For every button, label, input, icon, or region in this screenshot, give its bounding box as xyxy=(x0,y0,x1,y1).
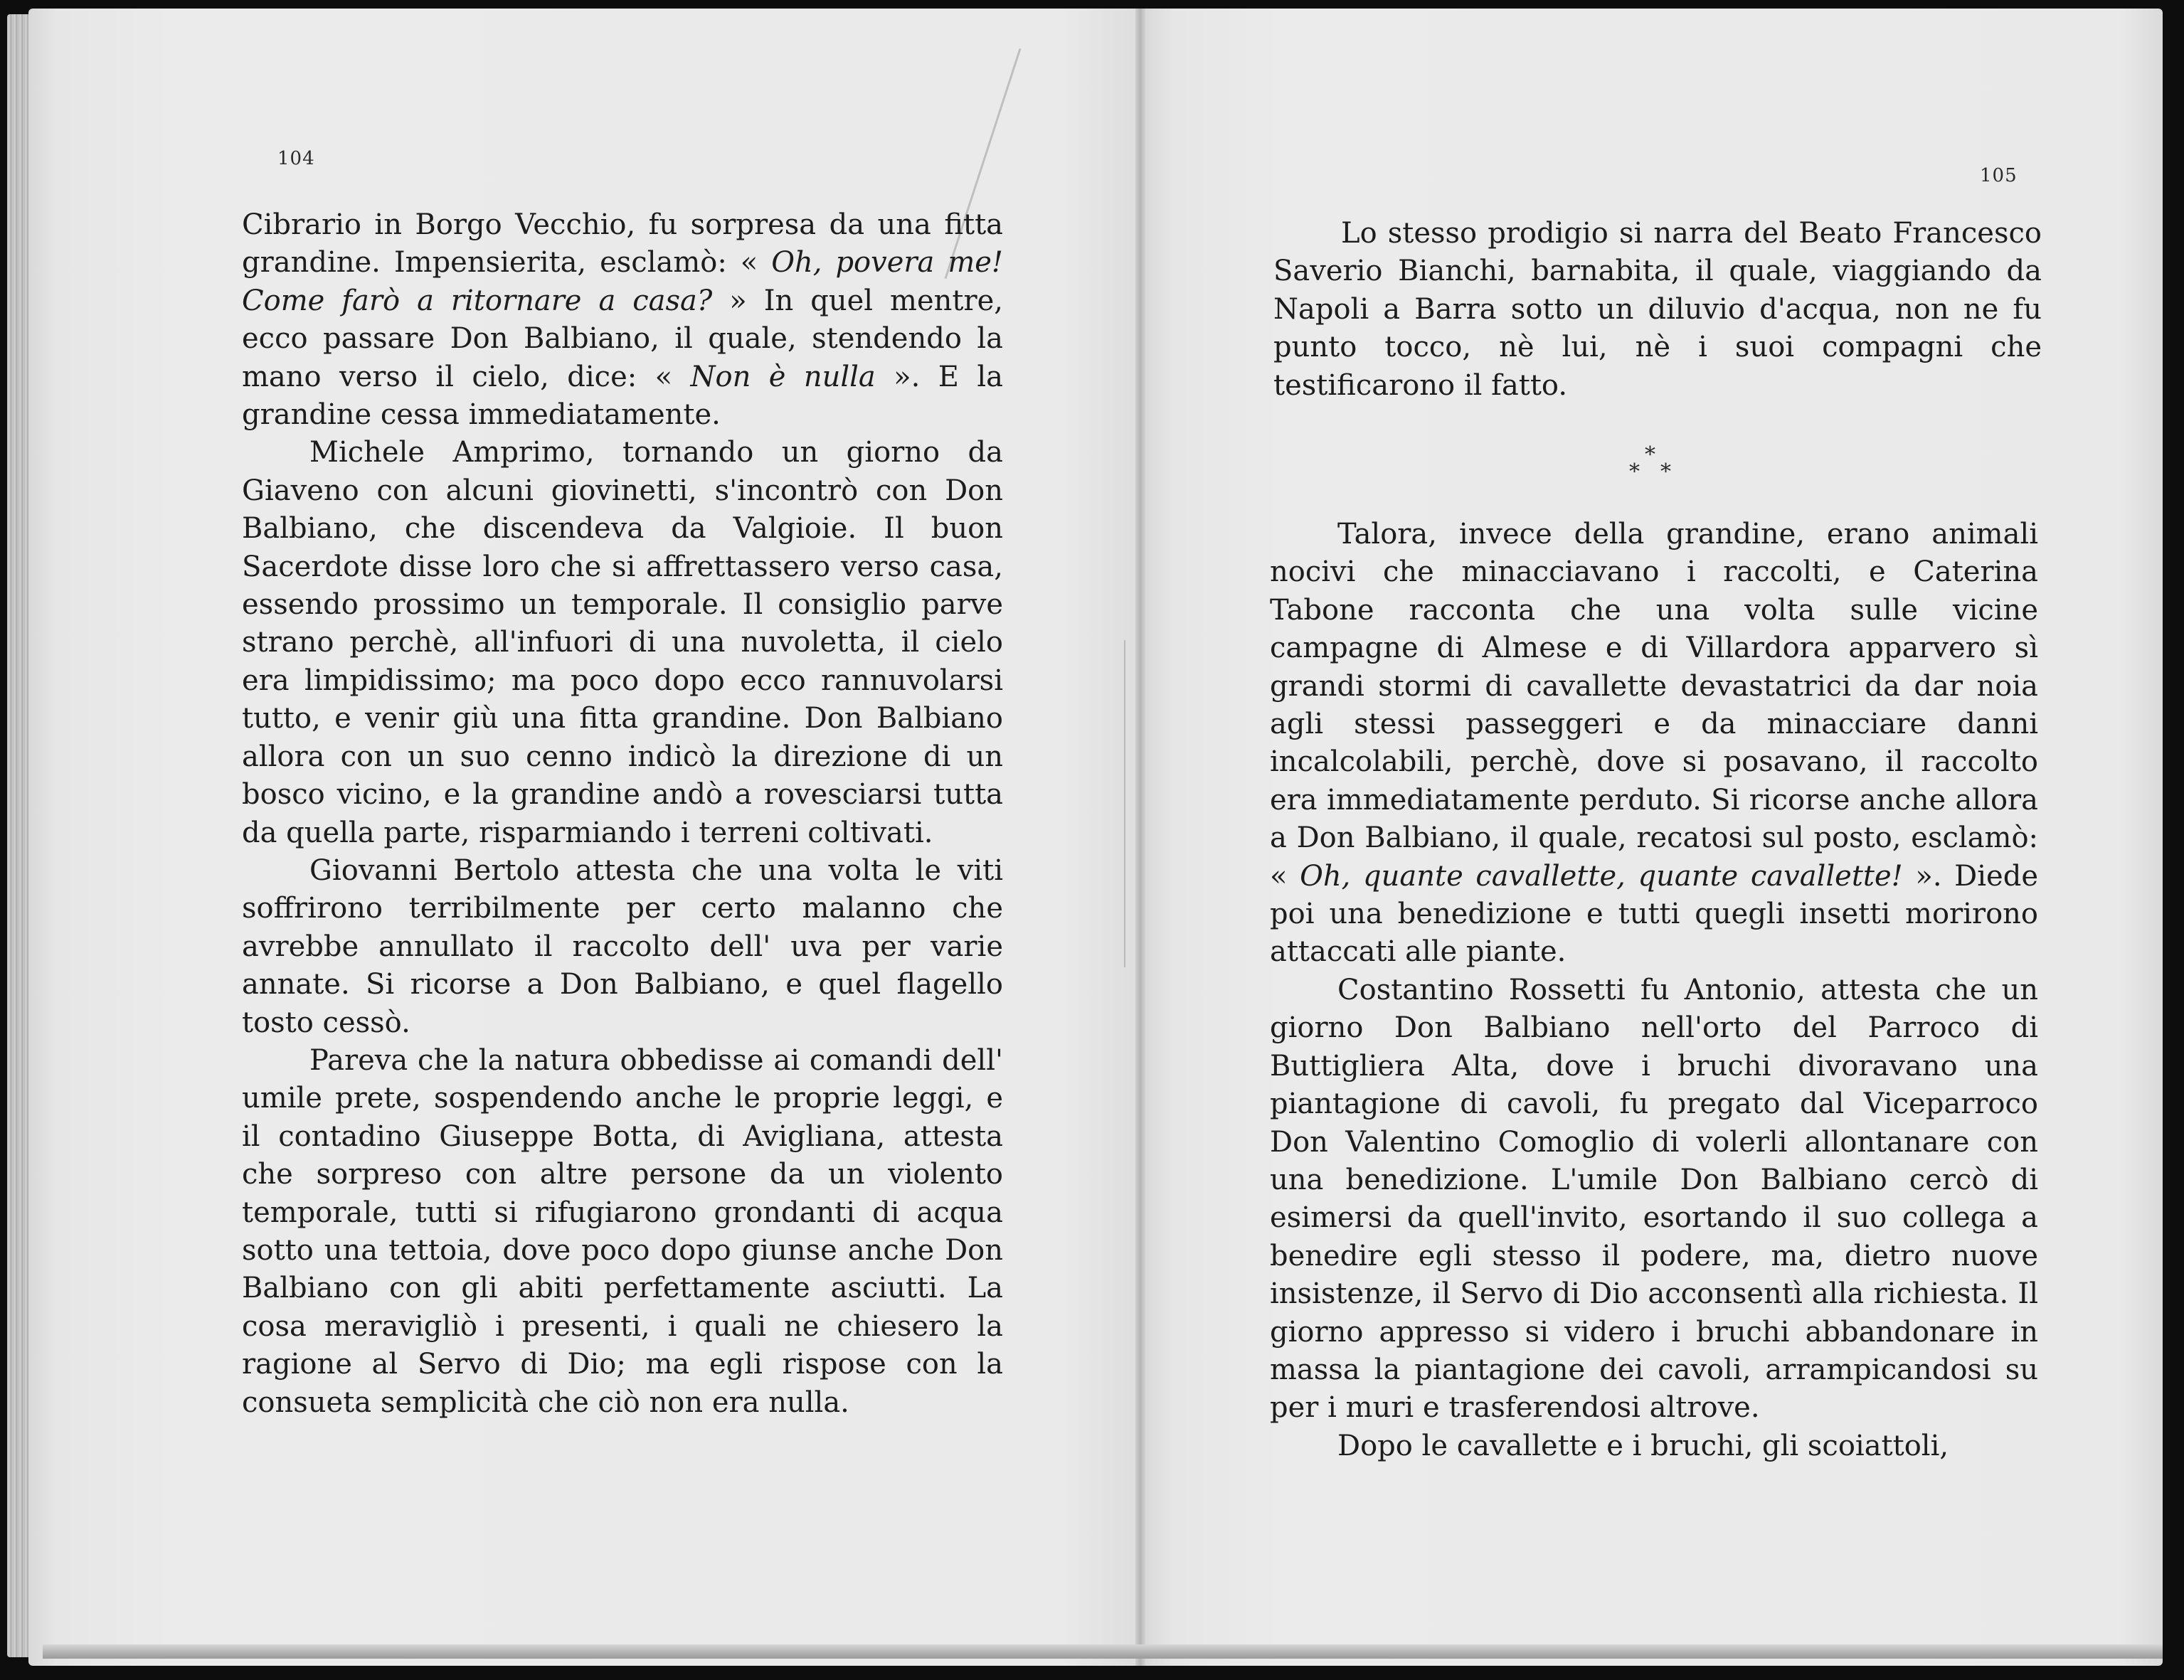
book-gutter xyxy=(1135,9,1145,1666)
right-paragraph-4: Dopo le cavallette e i bruchi, gli scoiattoli, xyxy=(1337,1429,1949,1462)
left-page-number: 104 xyxy=(277,148,315,169)
paper-scratch xyxy=(1124,640,1125,967)
left-page-body xyxy=(242,206,1003,1422)
left-paragraph-4: Pareva che la natura obbedisse ai comandi dell' umile prete, sospendendo anche le proprie leggi, e il contadino Giuseppe Botta, di Avigliana, attesta che sorpreso con altre persone da un violento temporale, tutti si rifugiarono grondanti di acqua sotto una tettoia, dove poco dopo giunse anche Don Balbiano con gli abiti perfettamente asciutti. La cosa meravigliò i presenti, i quali ne chiesero la ragione al Servo di Dio; ma egli rispose con la consueta semplicità che ciò non era nulla. xyxy=(242,1043,1003,1419)
asterism-star: * xyxy=(1645,442,1655,467)
right-paragraph-2: Talora, invece della grandine, erano animali nocivi che minacciavano i raccolti, e Caterina Tabone racconta che una volta sulle vicine campagne di Almese e di Villardora apparvero sì grandi stormi di cavallette devastatrici da dar noia agli stessi passeggeri e da minacciare danni incalcolabili, perchè, dove si posavano, il raccolto era immediatamente perduto. Si ricorse anche allora a Don Balbiano, il quale, recatosi sul posto, esclamò: « Oh, quante cavallette, quante cavallette! ». Diede poi una benedizione e tutti quegli insetti morirono attaccati alle piante. xyxy=(1270,518,2038,969)
left-paragraph-1: Cibrario in Borgo Vecchio, fu sorpresa da una fitta grandine. Impensierita, esclamò: « Oh, povera me! Come farò a ritornare a casa? » In quel mentre, ecco passare Don Balbiano, il quale, stendendo la mano verso il cielo, dice: « Non è nulla ». E la grandine cessa immediatamente. xyxy=(242,208,1004,432)
right-page-top-section xyxy=(1273,215,2042,405)
right-page-number: 105 xyxy=(1980,165,2018,186)
right-paragraph-1: Lo stesso prodigio si narra del Beato Francesco Saverio Bianchi, barnabita, il quale, viaggiando da Napoli a Barra sotto un diluvio d'acqua, non ne fu punto tocco, nè lui, nè i suoi compagni che testificarono il fatto. xyxy=(1273,217,2042,402)
right-page-body xyxy=(1270,516,2038,1465)
right-paragraph-3: Costantino Rossetti fu Antonio, attesta che un giorno Don Balbiano nell'orto del Parroco di Buttigliera Alta, dove i bruchi divoravano una piantagione di cavoli, fu pregato dal Viceparroco Don Valentino Comoglio di volerli allontanare con una benedizione. L'umile Don Balbiano cercò di esimersi da quell'invito, esortando il suo collega a benedire egli stesso il podere, ma, dietro nuove insistenze, il Servo di Dio acconsentì alla richiesta. Il giorno appresso si videro i bruchi abbandonare in massa la piantagione dei cavoli, arrampicandosi su per i muri e trasferendosi altrove. xyxy=(1270,973,2038,1425)
asterism-star: * xyxy=(1660,459,1671,484)
asterism-star: * xyxy=(1629,459,1640,484)
bottom-edge xyxy=(43,1644,2163,1659)
left-paragraph-2: Michele Amprimo, tornando un giorno da Giaveno con alcuni giovinetti, s'incontrò con Don Balbiano, che discendeva da Valgioie. Il buon Sacerdote disse loro che si affrettassero verso casa, essendo prossimo un temporale. Il consiglio parve strano perchè, all'infuori di una nuvoletta, il cielo era limpidissimo; ma poco dopo ecco rannuvolarsi tutto, e venir giù una fitta grandine. Don Balbiano allora con un suo cenno indicò la direzione di un bosco vicino, e la grandine andò a rovesciarsi tutta da quella parte, risparmiando i terreni coltivati. xyxy=(242,436,1003,849)
left-paragraph-3: Giovanni Bertolo attesta che una volta le viti soffrirono terribilmente per certo malanno che avrebbe annullato il raccolto dell' uva per varie annate. Si ricorse a Don Balbiano, e quel flagello tosto cessò. xyxy=(242,854,1003,1039)
section-asterism xyxy=(1615,442,1686,492)
